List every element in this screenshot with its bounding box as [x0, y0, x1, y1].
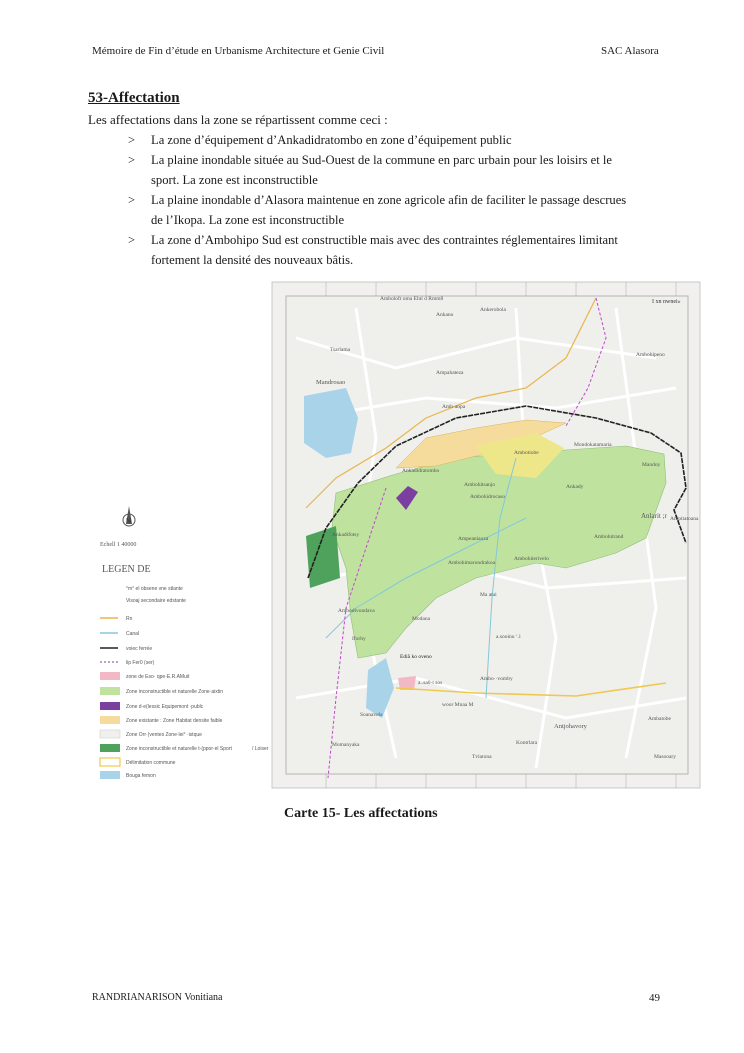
place-label: Antjohavory: [554, 723, 587, 730]
place-label: Iforhy: [352, 636, 366, 642]
place-label: Ankadidratombo: [402, 468, 440, 474]
place-label: I xn nwnei»: [652, 299, 681, 305]
place-label: Amb·anpa: [442, 404, 466, 410]
bullet-marker-icon: >: [128, 153, 136, 167]
place-label: Ampitatoana: [670, 516, 699, 522]
legend-label: Canal: [126, 631, 140, 637]
header-right: SAC Alasora: [601, 45, 659, 57]
bullet-item: [128, 190, 668, 230]
legend-label: Zone existante : Zone Habitat densite faible: [126, 718, 223, 724]
legend-label: Zone inconstructible et naturelle t-(ppor·el Sport: [126, 746, 232, 752]
bullet-item: [128, 130, 668, 150]
legend-label: zone de Eso· qpe·E.R.AMuit: [126, 674, 190, 680]
legend-label: Bouga femon: [126, 773, 156, 779]
map-scale: Echell 1 40000: [100, 542, 137, 548]
place-label: Ambotiobe: [514, 450, 539, 456]
place-label: Ampeaniaoza: [458, 536, 489, 542]
place-label: Masooary: [654, 754, 676, 760]
north-arrow-icon: [123, 506, 135, 526]
header-left: Mémoire de Fin d’étude en Urbanisme Architecture et Genie Civil: [92, 45, 385, 57]
figure-caption: Carte 15- Les affectations: [284, 806, 438, 821]
map-legend: [100, 564, 269, 779]
place-label: Ambohidrocaso: [470, 494, 506, 500]
legend-label: Délimitation commune: [126, 760, 176, 766]
place-label: Ankano: [436, 312, 454, 318]
legend-label: Visoaj secondaire edstante: [126, 598, 186, 604]
place-label: Momanyaka: [332, 742, 360, 748]
bullet-line: fortement la densité des nouveaux bâtis.: [151, 253, 354, 267]
bullet-line: La plaine inondable située au Sud-Ouest de la commune en parc urbain pour les loisirs et le: [151, 153, 612, 167]
place-label: Anlarit ;r: [641, 512, 667, 520]
footer-author: RANDRIANARISON Vonitiana: [92, 992, 223, 1003]
place-label: Ambohipeno: [636, 352, 665, 358]
legend-label: Zone inconstructible et naturelle Zone·aixtin: [126, 689, 223, 695]
bullet-marker-icon: >: [128, 193, 136, 207]
bullet-line: La plaine inondable d’Alasora maintenue en zone agricole afin de faciliter le passage descrues: [151, 193, 627, 207]
place-label: Ambodivondava: [338, 608, 375, 614]
lake-shape: [304, 388, 358, 458]
legend-item: [100, 646, 152, 652]
legend-label: Zone d·e(lessic Equipemont ·publc: [126, 704, 204, 710]
affectation-map-figure: [96, 278, 702, 792]
place-label: Mondokatamaria: [574, 442, 612, 448]
place-label: Amboloft oma Ehti d Rmm8: [380, 296, 444, 302]
section-intro: Les affectations dans la zone se répartissent comme ceci :: [88, 112, 388, 127]
section-title: 53-Affectation: [88, 90, 180, 106]
legend-item: [100, 771, 156, 779]
place-label: Ma atai: [480, 592, 497, 598]
legend-item: [126, 598, 186, 604]
bullet-list: [128, 130, 668, 270]
place-label: a.sooinu ‘.l: [496, 634, 521, 640]
place-label: Ampahateza: [436, 370, 464, 376]
place-label: Tvlatona: [472, 754, 492, 760]
bullet-marker-icon: >: [128, 233, 136, 247]
legend-item: [100, 616, 133, 622]
bullet-item: [128, 150, 668, 190]
place-label: Ediã ko oveno: [400, 654, 432, 660]
legend-item: [100, 687, 223, 695]
page-number: 49: [649, 992, 660, 1004]
place-label: Kontrlara: [516, 740, 538, 746]
place-label: Mandrosao: [316, 379, 346, 386]
bullet-line: La zone d’équipement d’Ankadidratombo en zone d’équipement public: [151, 133, 512, 147]
legend-label: lip Fer0 (ser): [126, 660, 155, 666]
place-label: Ambatobe: [648, 716, 671, 722]
north-arrow-label: N: [126, 518, 132, 525]
place-label: Ambohitsanjo: [464, 482, 496, 488]
bullet-item: [128, 230, 668, 270]
bullet-line: La zone d’Ambohipo Sud est constructible mais avec des contraintes réglementaires limitant: [151, 233, 618, 247]
place-label: woor Mnaa M: [442, 702, 474, 708]
place-label: Ankady: [566, 484, 584, 490]
legend-label: voiec ferrée: [126, 646, 153, 652]
bullet-line: de l’Ikopa. La zone est inconstructible: [151, 213, 345, 227]
bullet-line: sport. La zone est inconstructible: [151, 173, 318, 187]
place-label: Soanavela: [360, 712, 383, 718]
place-label: Ankerobola: [480, 307, 506, 313]
place-label: Mandoy: [642, 462, 661, 468]
legend-item: [100, 758, 176, 766]
legend-item: [100, 660, 155, 666]
place-label: Ambo··vomby: [480, 676, 513, 682]
legend-item: [100, 730, 202, 738]
legend-extra: / Loiser: [252, 746, 269, 752]
place-label: Tsarlama: [330, 347, 351, 353]
bullet-marker-icon: >: [128, 133, 136, 147]
legend-label: °m° el obsene vne stlante: [126, 586, 183, 592]
legend-item: [100, 631, 139, 637]
legend-item: [100, 716, 223, 724]
place-label: Ankadifotsy: [332, 532, 360, 538]
legend-item: [100, 744, 232, 752]
legend-item: [100, 702, 204, 710]
legend-title: LEGEN DE: [102, 564, 151, 575]
legend-item: [100, 672, 190, 680]
legend-item: [126, 586, 183, 592]
place-label: Ambohiterivelo: [514, 556, 549, 562]
legend-label: Zone Orr·(ventes Zone·lei° ·istque: [126, 732, 202, 738]
place-label: Ambohitrand: [594, 534, 624, 540]
legend-label: Rn: [126, 616, 133, 622]
place-label: Ambohimarondrakoa: [448, 560, 496, 566]
place-label: a..sa0·t sos: [418, 680, 443, 686]
place-label: Modana: [412, 616, 431, 622]
